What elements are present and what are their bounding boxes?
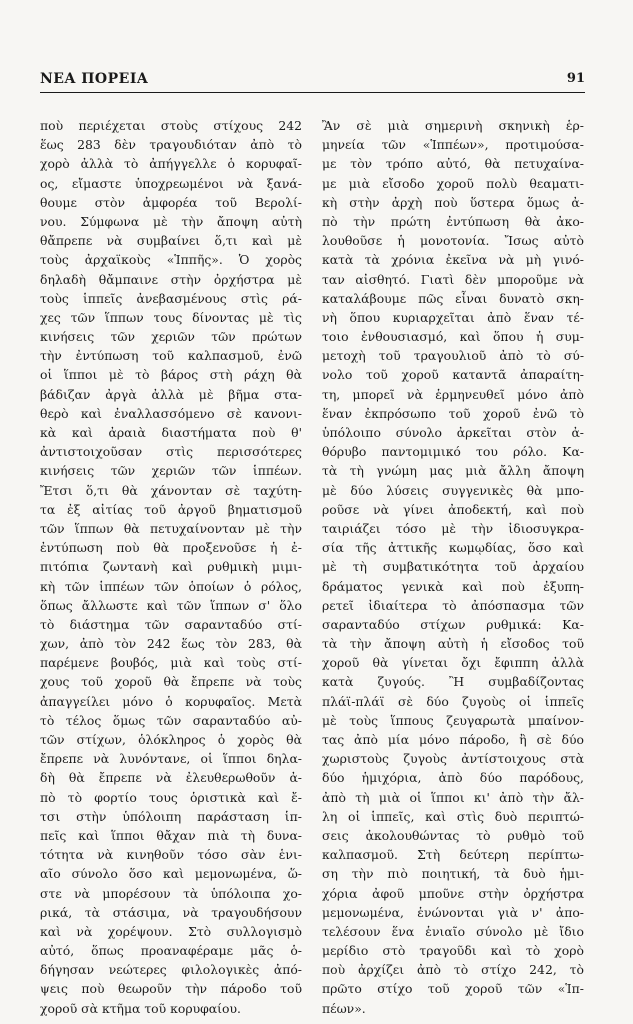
text-line: Ἂν σὲ μιὰ σημερινὴ σκηνικὴ ἑρ-	[322, 118, 584, 133]
text-line: κινήσεις τῶν χεριῶν τῶν ἱππέων.	[40, 463, 302, 479]
text-line: στε νὰ μπορέσουν τὰ ὑπόλοιπα χο-	[40, 885, 302, 901]
text-line: ἀντιστοιχοῦσαν στὶς περισσότερες	[40, 444, 302, 460]
text-line: καλπασμοῦ. Στὴ δεύτερη περίπτω-	[322, 847, 584, 863]
text-line: χωριστοὺς ζυγοὺς ἀντίστοιχους στὰ	[322, 751, 584, 767]
text-line: τσι στὴν ὑπόλοιπη παράσταση ἱπ-	[40, 808, 302, 824]
text-line: κατὰ τὰ χρόνια ἐκεῖνα νὰ μὴ γινό-	[322, 252, 584, 268]
text-line: πλάϊ-πλάϊ σὲ δύο ζυγοὺς οἱ ἱππεῖς	[322, 693, 584, 709]
text-line: κατὰ ζυγούς. Ἢ συμβαδίζοντας	[322, 674, 584, 690]
text-line: τὰ τὴ γνώμη μας μιὰ ἄλλη ἄποψη	[322, 463, 584, 479]
text-line: κὴ στὴν ἀρχὴ ποὺ ὕστερα ὅμως ἀ-	[322, 194, 584, 210]
text-line: Ἔτσι ὅ,τι θὰ χάνονταν σὲ ταχύτη-	[40, 482, 302, 498]
text-line: τῶν ἵππων θὰ πετυχαίνονταν μὲ τὴν	[40, 520, 302, 536]
text-line: πέων».	[322, 1000, 366, 1016]
text-line: νὴ ὅπου κυριαρχεῖται ἀπὸ ἕναν τέ-	[322, 309, 584, 325]
text-line: μετοχὴ τοῦ τραγουλιοῦ ἀπὸ τὸ σύ-	[322, 348, 584, 364]
text-line: ἕναν ἐκπρόσωπο τοῦ χοροῦ ἐνῶ τὸ	[322, 405, 584, 421]
text-line: τῶν στίχων, ὁλόκληρος ὁ χορὸς θὰ	[40, 732, 302, 747]
text-line: παρέμενε βουβός, μιὰ καὶ τοὺς στί-	[40, 655, 302, 671]
text-line: τότητα νὰ κινηθοῦν τόσο σὰν ἑνι-	[40, 847, 302, 863]
text-line: ος, εἴμαστε ὑποχρεωμένοι νὰ ξανά-	[40, 175, 302, 191]
text-line: ση τὴν πιὸ ποιητική, τὰ δυὸ ἡμι-	[322, 866, 584, 882]
text-line: θερὸ καὶ ἐναλλασσόμενο σὲ κανονι-	[40, 405, 302, 421]
text-line: με μιὰ εἴσοδο χοροῦ πολὺ θεαματι-	[322, 175, 584, 191]
text-line: σεις ἀκολουθώντας τὸ ρυθμὸ τοῦ	[322, 827, 584, 843]
text-line: πὸ τὴν πρώτη ἐντύπωση θὰ ἀκο-	[322, 213, 584, 229]
text-line: ὅπως ἄλλωστε καὶ τῶν ἵππων σ' ὅλο	[40, 597, 302, 613]
text-line: πρῶτο στίχο τοῦ χοροῦ τῶν «Ἱπ-	[322, 981, 584, 997]
text-line: τὴν ἐντύπωση τοῦ καλπασμοῦ, ἐνῶ	[40, 348, 302, 364]
text-line: χορὸ ἀλλὰ τὸ ἀπήγγελλε ὁ κορυφαῖ-	[40, 156, 302, 172]
text-line: μηνεία τῶν «Ἱππέων», προτιμούσα-	[322, 137, 584, 153]
text-line: χοροῦ σὰ κτῆμα τοῦ κορυφαίου.	[40, 1000, 241, 1016]
running-header	[40, 70, 585, 93]
text-line: ἀπαγγείλει μόνο ὁ κορυφαῖος. Μετὰ	[40, 693, 302, 709]
page-number: 91	[566, 71, 585, 86]
text-column-left	[40, 116, 302, 1018]
text-line: τας ἀπὸ μία μόνο πάροδο, ἢ σὲ δύο	[322, 732, 584, 747]
text-line: ἀπὸ τὴ μιὰ οἱ ἵπποι κι' ἀπὸ τὴν ἄλ-	[322, 789, 584, 805]
text-line: κὰ καὶ ἀραιὰ διαστήματα ποὺ θ'	[40, 425, 302, 440]
text-line: ἐντύπωση ποὺ θὰ προξενοῦσε ἡ ἐ-	[40, 540, 302, 556]
text-line: μὲ τοὺς ἵππους ζευγαρωτὰ μπαίνον-	[322, 712, 584, 728]
text-line: τὸ διάστημα τῶν σαρανταδύο στί-	[40, 616, 302, 632]
text-line: δύο ἡμιχόρια, ἀπὸ δύο παρόδους,	[322, 770, 584, 786]
text-line: μερίδιο στὸ τραγοῦδι καὶ τὸ χορὸ	[322, 943, 584, 959]
text-line: τοιο ἐνθουσιασμό, καὶ ὅπου ἡ συμ-	[322, 329, 584, 345]
text-line: ποὺ ἀρχίζει ἀπὸ τὸ στίχο 242, τὸ	[322, 962, 584, 978]
journal-title: ΝΕΑ ΠΟΡΕΙΑ	[40, 71, 149, 87]
text-line: κινήσεις τῶν χεριῶν τῶν πρώτων	[40, 329, 302, 345]
text-line: ρετεῖ ἰδιαίτερα τὸ ἀπόσπασμα τῶν	[322, 597, 584, 613]
text-line: δράματος γενικὰ καὶ ποὺ ἐξυπη-	[322, 578, 584, 594]
text-line: χόρια ἀφοῦ μποῦνε στὴν ὀρχήστρα	[322, 885, 584, 901]
text-line: αῖο σύνολο ὅσο καὶ μεμονωμένα, ὥ-	[40, 866, 302, 882]
text-line: δηλαδὴ θἄμπαινε στὴν ὀρχήστρα μὲ	[40, 271, 302, 287]
text-line: λουθοῦσε ἡ μονοτονία. Ἴσως αὐτὸ	[322, 233, 584, 249]
text-line: θόρυβο παντομιμικό του ρόλο. Κα-	[322, 444, 584, 460]
text-line: σία τῆς ἀττικῆς κωμῳδίας, ὅσο καὶ	[322, 540, 584, 556]
text-line: τὰ τὴν ἄποψη αὐτὴ ἡ εἴσοδος τοῦ	[322, 636, 584, 652]
text-line: καταλάβουμε πῶς εἶναι δυνατὸ σκη-	[322, 290, 584, 306]
text-line: ρικά, τὰ στάσιμα, νὰ τραγουδήσουν	[40, 904, 302, 920]
text-line: ἔπρεπε νὰ λυνόντανε, οἱ ἵπποι δηλα-	[40, 751, 302, 767]
text-line: χων, ἀπὸ τὸν 242 ἕως τὸν 283, θὰ	[40, 636, 302, 652]
text-line: δὴ θὰ ἔπρεπε νὰ ἐλευθερωθοῦν ἀ-	[40, 770, 302, 786]
text-line: νου. Σύμφωνα μὲ τὴν ἄποψη αὐτὴ	[40, 213, 302, 229]
text-line: ποὺ περιέχεται στοὺς στίχους 242	[40, 118, 302, 133]
text-line: τὸ τέλος ὅμως τῶν σαρανταδύο αὐ-	[40, 712, 302, 728]
text-line: θἄπρεπε νὰ συμβαίνει ὅ,τι καὶ μὲ	[40, 233, 302, 249]
text-line: πὸ τὸ φορτίο τους ὁριστικὰ καὶ ἔ-	[40, 789, 302, 805]
text-line: ταν αἰσθητό. Γιατὶ δὲν μποροῦμε νὰ	[322, 271, 584, 287]
text-line: αὐτό, ὅπως προαναφέραμε μᾶς ὁ-	[40, 943, 302, 959]
text-line: χες τῶν ἵππων τους δίνοντας μὲ τὶς	[40, 309, 302, 325]
text-line: μὲ δύο λύσεις συγγενικὲς θὰ μπο-	[322, 482, 584, 498]
text-line: ταιριάζει τόσο μὲ τὴν ἰδιοσυγκρα-	[322, 520, 584, 536]
text-line: δήγησαν νεώτερες φιλολογικὲς ἀπό-	[40, 962, 302, 978]
text-line: νολο τοῦ χοροῦ καταντᾶ ἀπαραίτη-	[322, 367, 584, 383]
text-line: βάδιζαν ἀργὰ ἀλλὰ μὲ βῆμα στα-	[40, 386, 302, 402]
text-line: οἱ ἵπποι μὲ τὸ βάρος στὴ ράχη θὰ	[40, 367, 302, 383]
text-line: τοὺς ἀρχαϊκοὺς «Ἱππῆς». Ὁ χορὸς	[40, 252, 302, 268]
text-line: καὶ νὰ χορέψουν. Στὸ συλλογισμὸ	[40, 923, 302, 939]
text-line: ἕως 283 δὲν τραγουδιόταν ἀπὸ τὸ	[40, 137, 302, 153]
text-line: πεῖς καὶ ἵπποι θἄχαν πιὰ τὴ δυνα-	[40, 827, 302, 843]
text-line: ὑπόλοιπο σύνολο ἀρκεῖται στὸν ἀ-	[322, 425, 584, 440]
text-line: πιτόπια ζωντανὴ καὶ ρυθμικὴ μιμι-	[40, 559, 302, 575]
text-line: ροῦσε νὰ γίνει ἀποδεκτή, καὶ ποὺ	[322, 501, 584, 517]
text-line: τοὺς ἱππεῖς ἀνεβασμένους στὶς ρά-	[40, 290, 302, 306]
text-column-right	[322, 116, 584, 1018]
text-line: σαρανταδύο στίχων ρυθμικά: Κα-	[322, 616, 584, 632]
text-line: μεμονωμένα, ἑνώνονται γιὰ ν' ἀπο-	[322, 904, 584, 920]
text-line: τελέσουν ἕνα ἑνιαῖο σύνολο μὲ ἴδιο	[322, 923, 584, 939]
text-line: ψεις ποὺ θεωροῦν τὴν πάροδο τοῦ	[40, 981, 302, 997]
text-line: κὴ τῶν ἱππέων τῶν ὁποίων ὁ ρόλος,	[40, 578, 302, 594]
text-line: θουμε στὸν ἀμφορέα τοῦ Βερολί-	[40, 194, 302, 210]
text-line: τα ἐξ αἰτίας τοῦ ἀργοῦ βηματισμοῦ	[40, 501, 302, 517]
text-line: μὲ τὴ συμβατικότητα τοῦ ἀρχαίου	[322, 559, 584, 575]
text-line: λη οἱ ἱππεῖς, καὶ στὶς δυὸ περιπτώ-	[322, 808, 584, 824]
text-line: με τὸν τρόπο αὐτό, θὰ πετυχαίνα-	[322, 156, 584, 172]
text-line: τη, μπορεῖ νὰ ἑρμηνευθεῖ μόνο ἀπὸ	[322, 386, 584, 402]
text-line: χοροῦ θὰ γίνεται ὄχι ἔφιππη ἀλλὰ	[322, 655, 584, 671]
text-line: χους τοῦ χοροῦ θὰ ἔπρεπε νὰ τοὺς	[40, 674, 302, 690]
